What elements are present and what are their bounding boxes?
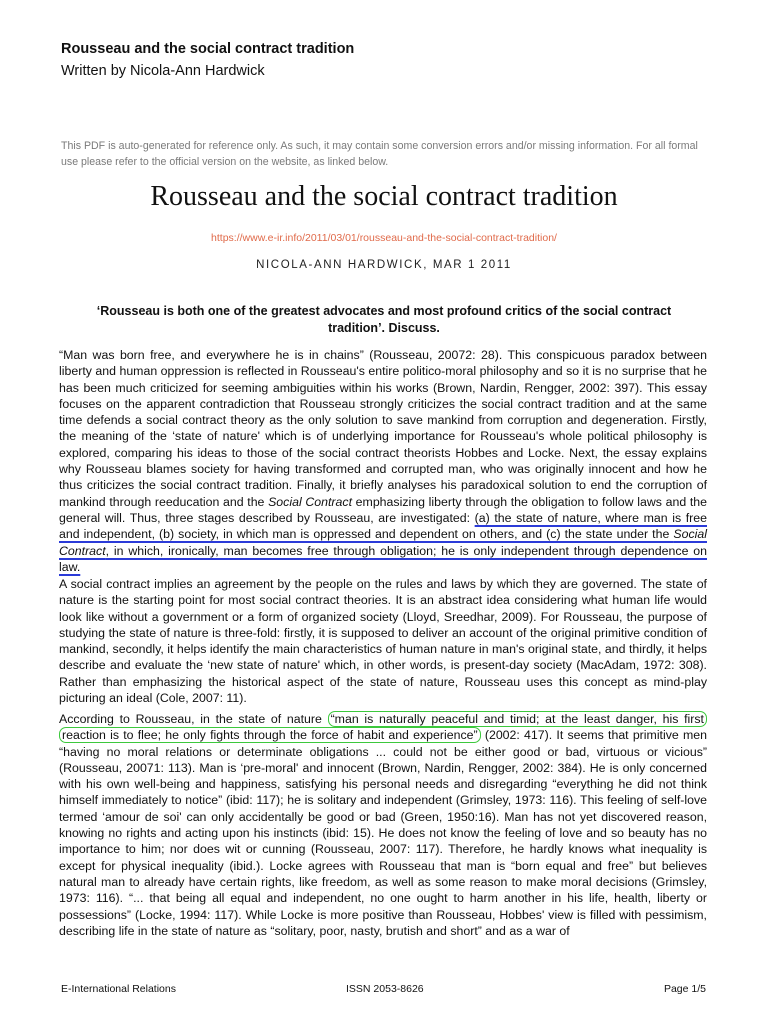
paragraph-text: According to Rousseau, in the state of nature — [59, 712, 328, 726]
paragraph-text: emphasizing liberty through the obligation to follow laws and the general will. Thus, three stages described by Rousseau, are investigated: — [59, 494, 707, 525]
paragraph-2: A social contract implies an agreement by the people on the rules and laws by which they are governed. The state of nature is the starting point for most social contract theories. It is an abstract idea considering what human life would look like without a government or a form of organized society (Lloyd, Sreedhar, 2009). For Rousseau, the purpose of studying the state of nature is three-fold: firstly, it is supposed to deliver an account of the original primitive condition of mankind, secondly, it helps identify the main characteristics of human nature in man's original state, and thirdly, it helps describe and evaluate the ‘new state of nature' which, in other words, is present-day society (MacAdam, 1972: 308). Rather than emphasizing the historical aspect of the state of nature, Rousseau uses this concept as mind-play picturing an ideal (Cole, 2007: 11). — [59, 577, 707, 706]
paragraph-1 — [59, 347, 707, 575]
byline: NICOLA-ANN HARDWICK, MAR 1 2011 — [256, 259, 512, 271]
disclaimer-notice: This PDF is auto-generated for reference only. As such, it may contain some conversion errors and/or missing information. For all formal use please refer to the official version on the website, as linked below. — [61, 140, 698, 168]
footer-publisher: E-International Relations — [61, 983, 176, 995]
document-title: Rousseau and the social contract tradition — [150, 181, 618, 212]
footer-page-number: Page 1/5 — [663, 983, 706, 995]
header-title: Rousseau and the social contract tradition — [61, 41, 355, 57]
highlight-text: (a) the state of nature, where man is free and independent, (b) society, in which man is oppressed and dependent on others, and (c) the state under the — [59, 510, 707, 542]
paragraph-text: “Man was born free, and everywhere he is in chains” (Rousseau, 20072: 28). This conspicuous paradox between liberty and human oppression is reflected in Rousseau's entire politico-moral philosophy and so it is no surprise that he has been much criticized for seeming ambiguities within his works (Brown, Nardin, Rengger, 2002: 397). This essay focuses on the apparent contradiction that Rousseau strongly criticizes the social contract tradition and at the same time defends a social contract theory as the only solution to save mankind from corruption and degeneration. Firstly, the meaning of the ‘state of nature' which is of underlying importance for Rousseau's whole political philosophy is explored, comparing his ideas to those of the social contract theorists Hobbes and Locke. Next, the essay explains why Rousseau blames society for having transformed and corrupted man, who was originally innocent and how he thus criticizes the social contract tradition. Finally, it briefly analyses his paradoxical solution to end the corruption of mankind through reeducation and the — [59, 348, 707, 509]
italic-title: Social Contract — [268, 494, 353, 509]
italic-title: Social Contract — [59, 527, 707, 558]
source-link[interactable]: https://www.e-ir.info/2011/03/01/rousseau-and-the-social-contract-tradition/ — [211, 232, 557, 244]
header-author: Written by Nicola-Ann Hardwick — [61, 63, 265, 79]
highlight-text: , in which, ironically, man becomes free through obligation; he is only independent through dependence on law. — [59, 543, 707, 574]
box-highlight: “man is naturally peaceful and timid; at the least danger, his first reaction is to flee; he only fights through the force of habit and experience” — [59, 711, 707, 743]
paragraph-3 — [59, 711, 707, 939]
paragraph-text: (2002: 417). It seems that primitive men “having no moral relations or determinate obligations ... could not be either good or bad, virtuous or vicious” (Rousseau, 20071: 113). Man is ‘pre-moral' and innocent (Brown, Nardin, Rengger, 2002: 384). He is only concerned with his own well-being and happiness, satisfying his personal needs and disregarding “everything he did not think himself immediately to notice” (ibid: 117); he is solitary and independent (Grimsley, 1973: 116). This feeling of self-love termed ‘amour de soi' can only accidentally be good or bad (Green, 1950:16). Man has not yet discovered reason, knowing no rights and acting upon his instincts (ibid: 15). He does not know the feeling of love and so beauty has no importance to him; nor does wit or cunning (Rousseau, 2007: 117). Therefore, he hardly knows what inequality is except for physical inequality (ibid.). Locke agrees with Rousseau that man is “born equal and free” but believes natural man to already have certain rights, like freedom, as well as some reason to make moral decisions (Grimsley, 1973: 116). “... that being all equal and independent, no one ought to harm another in his life, health, liberty or possessions” (Locke, 1994: 117). While Locke is more positive than Rousseau, Hobbes' view is filled with pessimism, describing life in the state of nature as “solitary, poor, nasty, brutish and short” and as a war of — [59, 728, 707, 938]
essay-question: ‘Rousseau is both one of the greatest advocates and most profound critics of the social contract tradition’. Discuss. — [96, 304, 672, 335]
footer-issn: ISSN 2053-8626 — [346, 983, 424, 995]
